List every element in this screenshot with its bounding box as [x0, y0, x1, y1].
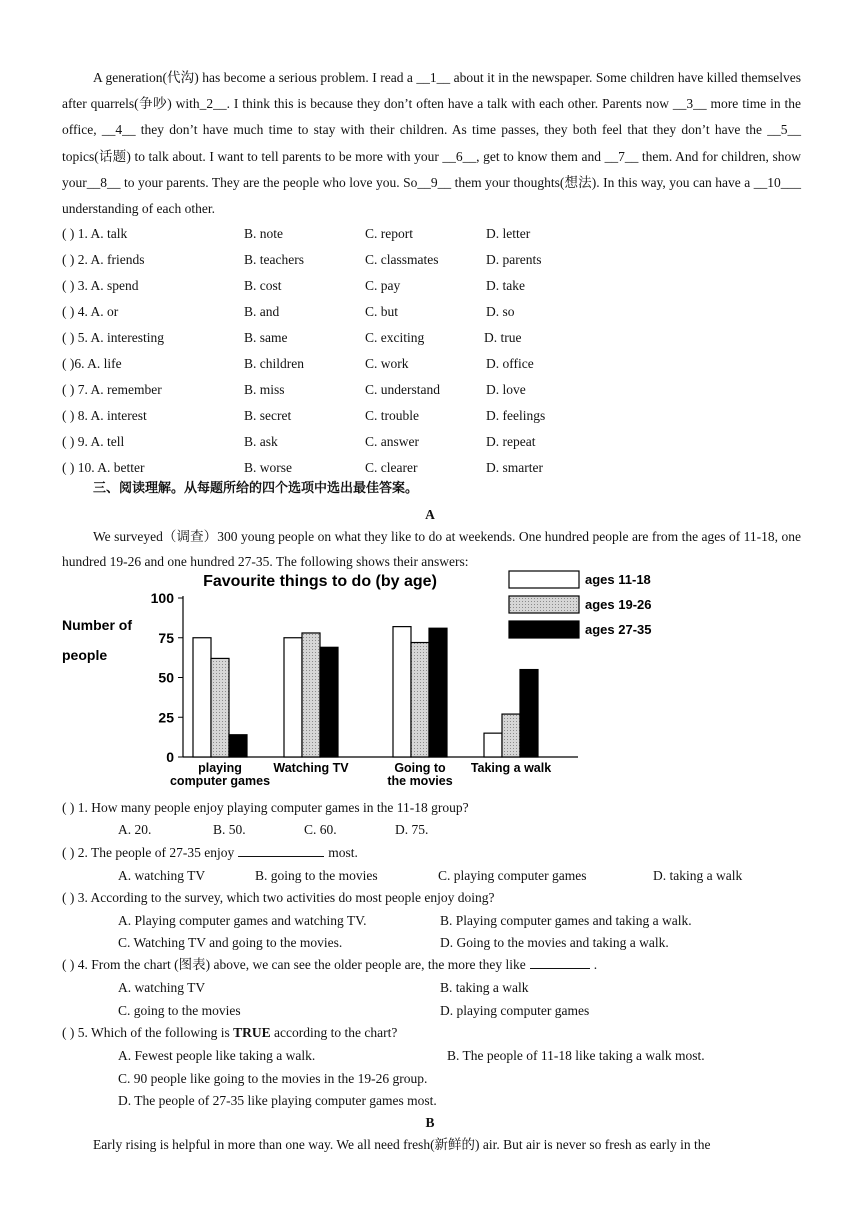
q2-stem-after: most.	[328, 845, 358, 860]
chart-x-tick-label: Going to	[394, 761, 446, 775]
q5-option-b: B. The people of 11-18 like taking a walk most.	[447, 1048, 705, 1063]
q5-option-a: A. Fewest people like taking a walk.	[118, 1048, 316, 1063]
chart-legend-swatch	[509, 621, 579, 638]
q3-stem: ( ) 3. According to the survey, which two activities do most people enjoy doing?	[62, 890, 495, 905]
q1-option-d: D. 75.	[395, 822, 429, 837]
cloze-option-c: C. understand	[365, 382, 440, 397]
cloze-passage-text: A generation(代沟) has become a serious problem. I read a __1__ about it in the newspaper. Some children have killed themselves after quarrels(争吵) with_2__. I think this is because they don’t often have a talk with each other. Parents now __3__ more time in the office, __4__ they don’t have much time to stay with their children. As time passes, they both feel that they don’t have the __5__ topics(话题) to talk about. I want to tell parents to be more with your __6__, get to know them and __7__ them. And for children, show your__8__ to your parents. They are the people who love you. So__9__ them your thoughts(想法). In this way, you can have a __10___ understanding of each other.	[62, 70, 801, 217]
chart-legend-label: ages 19-26	[585, 597, 652, 612]
chart-bar	[320, 647, 338, 757]
q4-option-d: D. playing computer games	[440, 1003, 590, 1018]
cloze-option-d: D. take	[486, 278, 525, 293]
cloze-option-d: D. repeat	[486, 434, 536, 449]
cloze-question-a: ( ) 8. A. interest	[62, 408, 147, 423]
q4-stem	[62, 955, 597, 975]
q4-option-c: C. going to the movies	[118, 1003, 241, 1018]
q5-stem-before: ( ) 5. Which of the following is	[62, 1025, 230, 1040]
chart-bar	[211, 658, 229, 757]
cloze-option-b: B. children	[244, 356, 304, 371]
cloze-option-b: B. cost	[244, 278, 282, 293]
section-heading: 三、阅读理解。从每题所给的四个选项中选出最佳答案。	[93, 481, 419, 496]
q3-option-c: C. Watching TV and going to the movies.	[118, 935, 343, 950]
cloze-option-c: C. but	[365, 304, 399, 319]
chart-legend-label: ages 11-18	[585, 572, 651, 587]
chart-legend-swatch	[509, 596, 579, 613]
chart-bar	[393, 627, 411, 757]
cloze-option-b: B. and	[244, 304, 280, 319]
cloze-option-b: B. miss	[244, 382, 285, 397]
answer-blank	[530, 956, 590, 969]
cloze-option-d: D. office	[486, 356, 534, 371]
q5-stem	[62, 1023, 397, 1043]
cloze-passage	[62, 65, 801, 222]
survey-intro-text: We surveyed（调查）300 young people on what they like to do at weekends. One hundred people are from the ages of 11-18, one hundred 19-26 and one hundred 27-35. The following shows their answers:	[62, 529, 801, 569]
cloze-option-d: D. parents	[486, 252, 542, 267]
cloze-question-a: ( ) 5. A. interesting	[62, 330, 164, 345]
cloze-option-d: D. feelings	[486, 408, 546, 423]
q2-stem	[62, 843, 358, 863]
cloze-option-b: B. secret	[244, 408, 292, 423]
cloze-question-a: ( ) 2. A. friends	[62, 252, 145, 267]
chart-x-tick-label: Taking a walk	[470, 761, 552, 775]
chart-bar	[302, 633, 320, 757]
chart-x-tick-label: computer games	[169, 774, 271, 788]
chart-bar	[502, 714, 520, 757]
chart-bar	[484, 733, 502, 757]
q3-option-a: A. Playing computer games and watching TV.	[118, 913, 367, 928]
cloze-option-b: B. worse	[244, 460, 292, 475]
q4-stem-after: .	[593, 957, 598, 972]
cloze-question-a: ( )6. A. life	[62, 356, 122, 371]
cloze-option-d: D. true	[484, 330, 522, 345]
chart-y-tick-label: 0	[166, 749, 174, 765]
q1-stem: ( ) 1. How many people enjoy playing computer games in the 11-18 group?	[62, 800, 469, 815]
chart-bar	[284, 638, 302, 757]
q2-option-d: D. taking a walk	[653, 868, 743, 883]
chart-ylabel-line2: people	[62, 647, 108, 663]
chart-legend-label: ages 27-35	[585, 622, 652, 637]
cloze-option-c: C. clearer	[365, 460, 418, 475]
cloze-option-d: D. smarter	[486, 460, 543, 475]
cloze-option-c: C. answer	[365, 434, 419, 449]
cloze-question-a: ( ) 7. A. remember	[62, 382, 162, 397]
chart-bar	[520, 670, 538, 757]
chart-bar	[193, 638, 211, 757]
q4-option-a: A. watching TV	[118, 980, 206, 995]
chart-y-tick-label: 75	[158, 629, 174, 646]
chart-bar	[411, 643, 429, 757]
q2-stem-before: ( ) 2. The people of 27-35 enjoy	[62, 845, 235, 860]
chart-y-tick-label: 100	[150, 590, 174, 606]
cloze-question-a: ( ) 1. A. talk	[62, 226, 128, 241]
q2-option-c: C. playing computer games	[438, 868, 587, 883]
cloze-option-d: D. love	[486, 382, 526, 397]
q5-option-c: C. 90 people like going to the movies in the 19-26 group.	[118, 1071, 428, 1086]
cloze-option-b: B. note	[244, 226, 283, 241]
q1-option-c: C. 60.	[304, 822, 337, 837]
chart-x-tick-label: Watching TV	[273, 761, 349, 775]
cloze-option-c: C. classmates	[365, 252, 439, 267]
chart-bar	[429, 628, 447, 757]
cloze-option-b: B. same	[244, 330, 288, 345]
cloze-option-d: D. letter	[486, 226, 531, 241]
part-b-text: Early rising is helpful in more than one way. We all need fresh(新鲜的) air. But air is never so fresh as early in the	[93, 1137, 711, 1152]
chart-y-tick-label: 25	[158, 709, 174, 726]
q2-option-b: B. going to the movies	[255, 868, 378, 883]
cloze-question-a: ( ) 10. A. better	[62, 460, 145, 475]
chart-bars	[193, 627, 538, 757]
cloze-option-b: B. teachers	[244, 252, 304, 267]
q4-stem-before: ( ) 4. From the chart (图表) above, we can see the older people are, the more they like	[62, 957, 526, 972]
q2-option-a: A. watching TV	[118, 868, 206, 883]
answer-blank	[238, 844, 324, 857]
cloze-question-a: ( ) 9. A. tell	[62, 434, 125, 449]
cloze-option-b: B. ask	[244, 434, 278, 449]
part-a-label: A	[425, 507, 435, 522]
q3-option-b: B. Playing computer games and taking a walk.	[440, 913, 692, 928]
chart-bar	[229, 735, 247, 757]
cloze-option-c: C. trouble	[365, 408, 419, 423]
cloze-option-c: C. pay	[365, 278, 401, 293]
survey-intro	[62, 524, 801, 574]
chart-y-tick-label: 50	[158, 669, 174, 686]
chart-legend-swatch	[509, 571, 579, 588]
q4-option-b: B. taking a walk	[440, 980, 529, 995]
cloze-option-c: C. exciting	[365, 330, 425, 345]
bar-chart	[0, 568, 860, 793]
q1-option-b: B. 50.	[213, 822, 246, 837]
chart-x-tick-label: playing	[198, 761, 242, 775]
cloze-question-a: ( ) 3. A. spend	[62, 278, 139, 293]
q5-option-d: D. The people of 27-35 like playing computer games most.	[118, 1093, 437, 1108]
q3-option-d: D. Going to the movies and taking a walk.	[440, 935, 669, 950]
cloze-option-c: C. report	[365, 226, 413, 241]
cloze-question-a: ( ) 4. A. or	[62, 304, 119, 319]
q5-stem-bold: TRUE	[233, 1025, 271, 1040]
cloze-option-d: D. so	[486, 304, 515, 319]
q1-option-a: A. 20.	[118, 822, 152, 837]
chart-ylabel-line1: Number of	[62, 617, 132, 633]
part-b-label: B	[425, 1115, 435, 1130]
chart-x-tick-label: the movies	[387, 774, 453, 788]
chart-title: Favourite things to do (by age)	[203, 573, 437, 590]
chart-legend	[509, 571, 652, 638]
q5-stem-after: according to the chart?	[274, 1025, 398, 1040]
cloze-option-c: C. work	[365, 356, 409, 371]
